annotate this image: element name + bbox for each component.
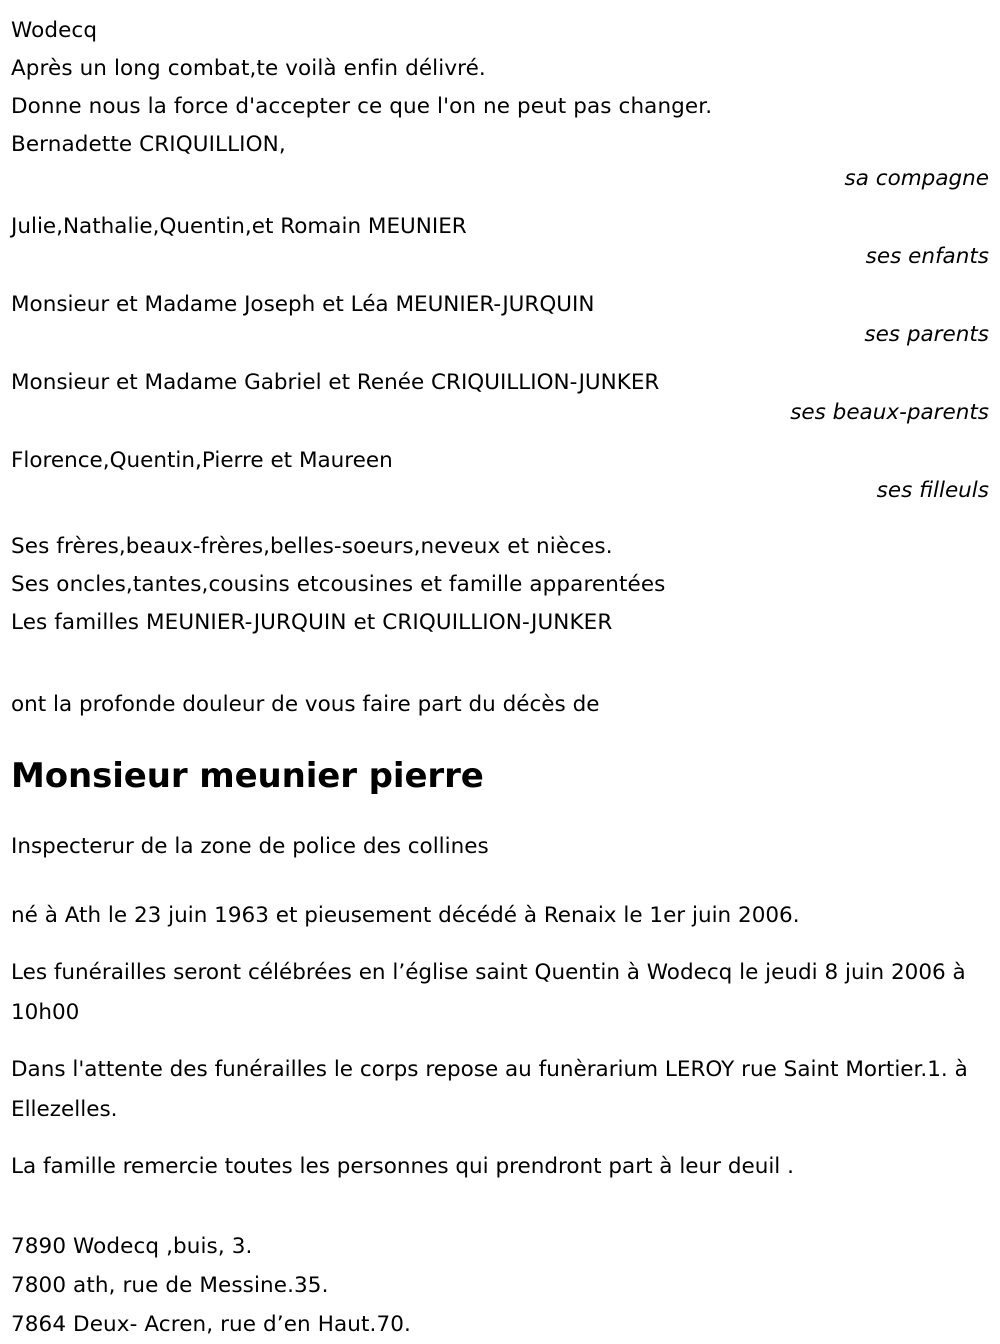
family-entry-parents (11, 290, 990, 350)
repose-details: Dans l'attente des funérailles le corps repose au funèrarium LEROY rue Saint Mortier.1. à Ellezelles. (11, 1057, 975, 1122)
spacer (11, 866, 990, 896)
family-entry-godchildren (11, 446, 990, 506)
relation-label: ses filleuls (876, 478, 989, 503)
family-names: Julie,Nathalie,Quentin,et Romain MEUNIER (11, 214, 467, 239)
deceased-profession: Inspecterur de la zone de police des collines (11, 834, 489, 859)
family-entry-parents-in-law (11, 368, 990, 428)
announcement-line: ont la profonde douleur de vous faire part du décès de (11, 692, 600, 717)
spacer (11, 1187, 990, 1205)
deceased-name-heading: Monsieur meunier pierre (11, 756, 484, 796)
intro-line-1: Après un long combat,te voilà enfin délivré. (11, 56, 486, 81)
family-names: Florence,Quentin,Pierre et Maureen (11, 448, 393, 473)
intro-block (11, 12, 990, 164)
spacer (11, 642, 990, 686)
address-line: 7800 ath, rue de Messine.35. (11, 1273, 329, 1298)
intro-line-2: Donne nous la force d'accepter ce que l'on ne peut pas changer. (11, 94, 713, 119)
relation-label: ses enfants (865, 244, 989, 269)
addresses-block (11, 1227, 990, 1344)
relatives-block (11, 528, 990, 642)
family-names: Monsieur et Madame Gabriel et Renée CRIQUILLION-JUNKER (11, 370, 660, 395)
funeral-details: Les funérailles seront célébrées en l’église saint Quentin à Wodecq le jeudi 8 juin 2006 à 10h00 (11, 960, 973, 1025)
address-line: 7890 Wodecq ,buis, 3. (11, 1234, 253, 1259)
address-line: 7864 Deux- Acren, rue d’en Haut.70. (11, 1312, 411, 1337)
relation-label-compagne: sa compagne (844, 166, 989, 191)
intro-line-locality: Wodecq (11, 18, 98, 43)
birth-death-line: né à Ath le 23 juin 1963 et pieusement décédé à Renaix le 1er juin 2006. (11, 903, 800, 928)
family-entry-children (11, 212, 990, 272)
intro-line-partner-name: Bernadette CRIQUILLION, (11, 132, 286, 157)
family-names: Monsieur et Madame Joseph et Léa MEUNIER-JURQUIN (11, 292, 595, 317)
spacer (11, 724, 990, 754)
relation-label: ses parents (864, 322, 989, 347)
relatives-line: Ses frères,beaux-frères,belles-soeurs,neveux et nièces. (11, 534, 613, 559)
relatives-line: Les familles MEUNIER-JURQUIN et CRIQUILLION-JUNKER (11, 610, 613, 635)
relation-label: ses beaux-parents (790, 400, 989, 425)
thanks-line: La famille remercie toutes les personnes qui prendront part à leur deuil . (11, 1154, 794, 1179)
spacer (11, 798, 990, 828)
relatives-line: Ses oncles,tantes,cousins etcousines et famille apparentées (11, 572, 666, 597)
